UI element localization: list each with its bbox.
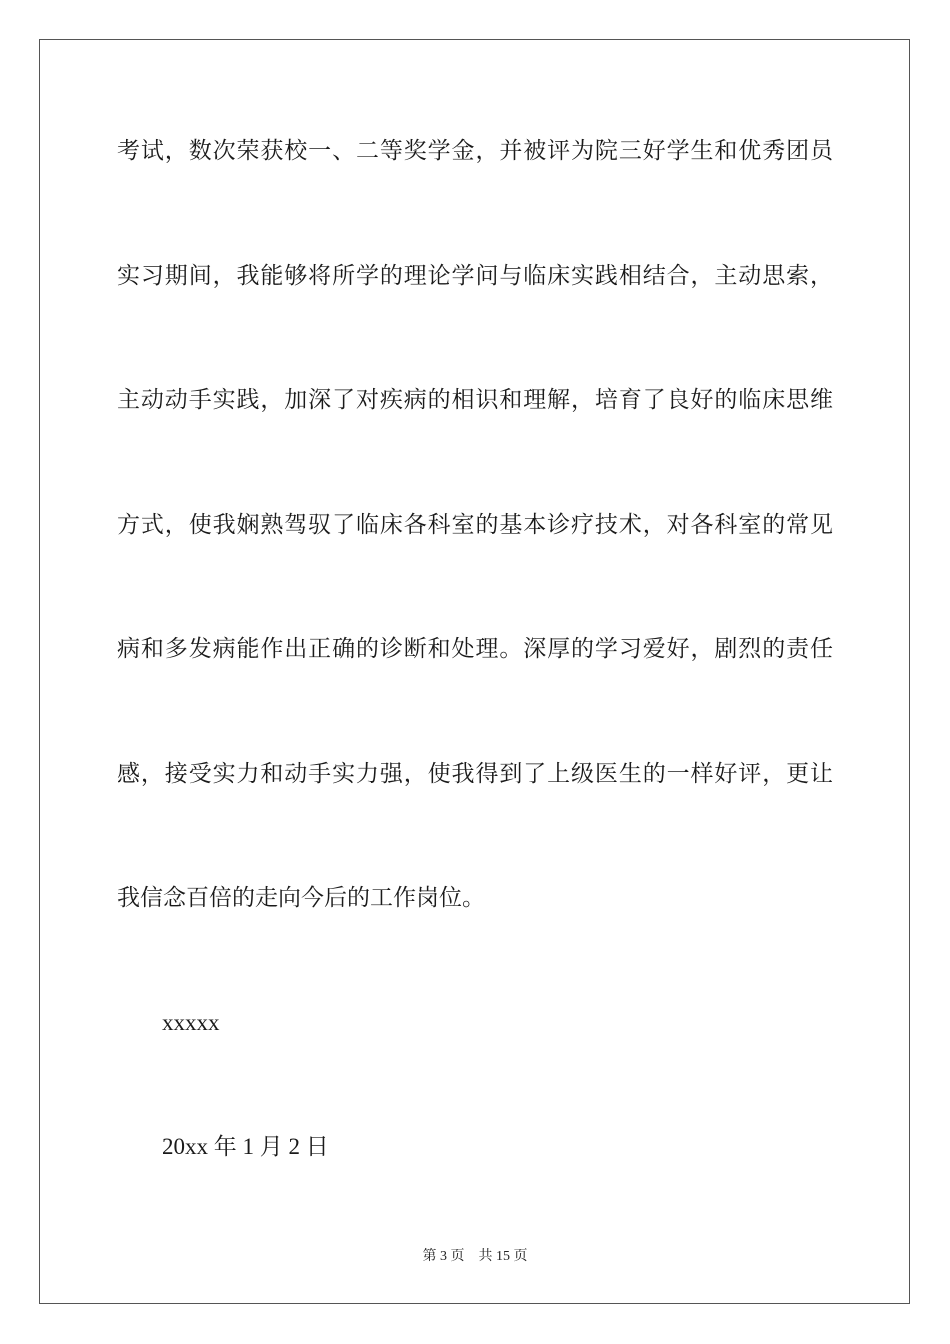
paragraph-line-3: 主动动手实践，加深了对疾病的相识和理解，培育了良好的临床思维 xyxy=(117,387,833,413)
page-border xyxy=(39,39,910,1304)
signature-name: xxxxx xyxy=(162,1010,220,1035)
paragraph-line-2: 实习期间，我能够将所学的理论学问与临床实践相结合，主动思索， xyxy=(117,263,833,289)
paragraph-line-5: 病和多发病能作出正确的诊断和处理。深厚的学习爱好，剧烈的责任 xyxy=(117,636,833,662)
signature-date: 20xx 年 1 月 2 日 xyxy=(162,1134,329,1159)
paragraph-line-1: 考试，数次荣获校一、二等奖学金，并被评为院三好学生和优秀团员 xyxy=(117,138,833,164)
page-total: 共 15 页 xyxy=(478,1249,528,1264)
paragraph-line-7: 我信念百倍的走向今后的工作岗位。 xyxy=(117,885,485,911)
page-footer xyxy=(0,1247,950,1267)
page-number: 第 3 页 xyxy=(422,1249,465,1264)
paragraph-line-4: 方式，使我娴熟驾驭了临床各科室的基本诊疗技术，对各科室的常见 xyxy=(117,512,833,538)
paragraph-line-6: 感，接受实力和动手实力强，使我得到了上级医生的一样好评，更让 xyxy=(117,761,833,787)
